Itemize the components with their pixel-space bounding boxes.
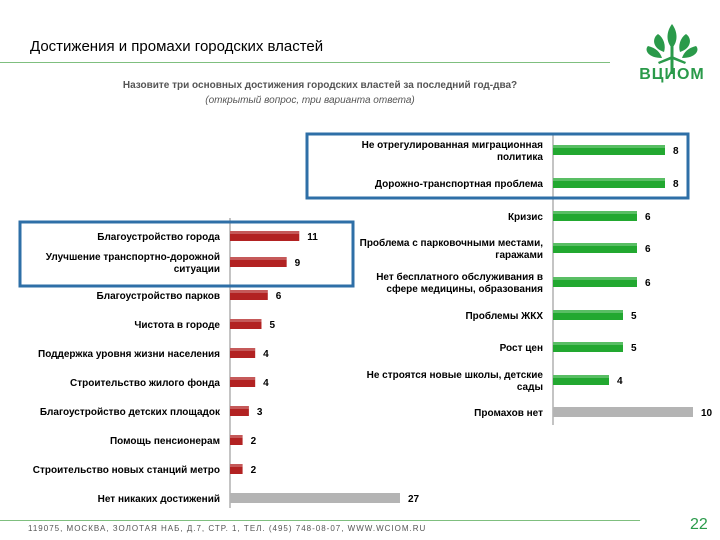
category-label: Строительство жилого фонда [70,378,220,389]
value-label: 6 [645,212,651,223]
value-label: 5 [269,320,276,331]
survey-question: Назовите три основных достижения городских властей за последний год-два? [122,80,518,91]
category-label: Проблемы ЖКХ [465,311,543,322]
category-label: Улучшение транспортно-дорожной ситуации [45,252,220,275]
value-label: 2 [250,465,257,476]
category-label: Благоустройство парков [96,291,220,302]
value-label: 8 [673,146,679,157]
footer-address: 119075, МОСКВА, ЗОЛОТАЯ НАБ, Д.7, СТР. 1, ТЕЛ. (495) 748-08-07, WWW.WCIOM.RU [28,524,427,533]
bar-shine-right-1 [553,178,665,181]
value-label: 4 [617,376,623,387]
category-label: Проблема с парковочными местами, гаражами [359,238,543,261]
value-label: 4 [263,349,269,360]
value-label: 5 [631,311,637,322]
value-label: 2 [250,436,257,447]
bar-shine-left-5 [230,377,255,380]
category-label: Чистота в городе [134,320,220,331]
bar-right-8 [553,407,693,417]
category-label: Нет бесплатного обслуживания в сфере медицины, образования [376,272,543,295]
value-label: 27 [408,494,420,505]
bar-shine-left-8 [230,464,243,467]
category-label: Благоустройство детских площадок [39,407,220,418]
category-label: Помощь пенсионерам [109,436,220,447]
category-label: Дорожно-транспортная проблема [374,179,543,190]
category-label: Не отрегулированная миграционная политика [361,140,543,163]
value-label: 9 [294,258,301,269]
value-label: 10 [701,408,713,419]
bar-shine-left-1 [230,257,287,260]
value-label: 4 [263,378,269,389]
bar-shine-right-7 [553,375,609,378]
value-label: 6 [645,244,651,255]
category-label: Нет никаких достижений [97,494,220,505]
bar-shine-left-6 [230,406,249,409]
value-label: 11 [307,232,318,243]
category-label: Кризис [507,212,543,223]
category-label: Рост цен [499,343,543,354]
category-label: Поддержка уровня жизни населения [38,349,220,360]
bar-shine-left-7 [230,435,243,438]
value-label: 6 [275,291,282,302]
bar-shine-right-0 [553,145,665,148]
category-label: Не строятся новые школы, детские сады [366,370,543,393]
bar-shine-right-2 [553,211,637,214]
bar-shine-left-4 [230,348,255,351]
bar-shine-right-3 [553,243,637,246]
category-label: Промахов нет [474,408,543,419]
question-note: (открытый вопрос, три варианта ответа) [205,95,415,106]
value-label: 3 [256,407,263,418]
value-label: 8 [673,179,679,190]
bar-shine-left-0 [230,231,299,234]
bar-shine-right-5 [553,310,623,313]
bar-shine-left-2 [230,290,268,293]
achievements-chart [33,218,420,508]
bar-left-9 [230,493,400,503]
page-number: 22 [690,516,708,533]
value-label: 6 [645,278,651,289]
value-label: 5 [631,343,637,354]
bar-shine-right-6 [553,342,623,345]
failures-chart [360,135,713,425]
logo-wordmark: ВЦИОМ [639,66,705,83]
bar-shine-left-3 [230,319,261,322]
category-label: Строительство новых станций метро [32,465,220,476]
bar-shine-right-4 [553,277,637,280]
page-title: Достижения и промахи городских властей [30,38,324,55]
footer-divider [0,520,640,521]
category-label: Благоустройство города [97,232,220,243]
